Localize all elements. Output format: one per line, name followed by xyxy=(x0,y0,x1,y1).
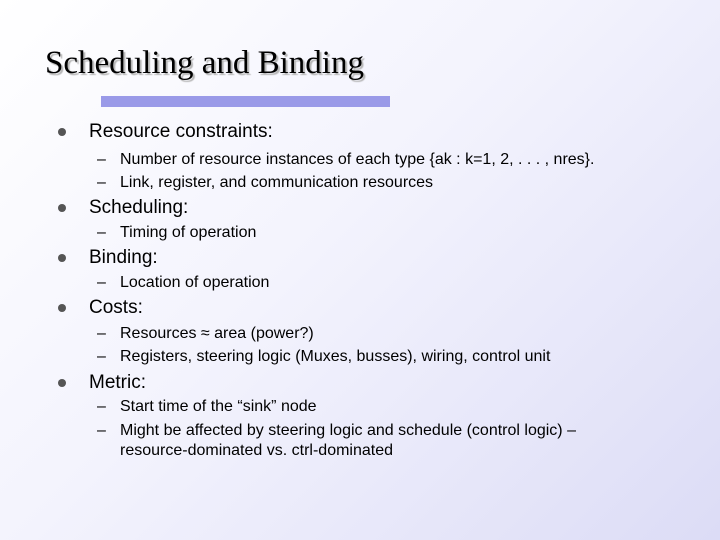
dash-marker: – xyxy=(97,325,106,342)
sub-bullet xyxy=(97,223,256,243)
sub-bullet-text: Start time of the “sink” node xyxy=(120,398,317,415)
bullet-dot-icon xyxy=(58,304,66,312)
dash-marker: – xyxy=(97,422,106,439)
bullet-costs: Costs: xyxy=(89,297,143,318)
sub-bullet xyxy=(97,397,317,417)
sub-bullet xyxy=(97,173,433,193)
sub-bullet xyxy=(97,421,576,441)
bullet-resource-constraints: Resource constraints: xyxy=(89,121,273,142)
sub-bullet xyxy=(97,324,314,344)
sub-bullet xyxy=(97,273,269,293)
bullet-dot-icon xyxy=(58,379,66,387)
sub-bullet-text: Location of operation xyxy=(120,274,270,291)
bullet-dot-icon xyxy=(58,204,66,212)
sub-bullet xyxy=(97,347,550,367)
dash-marker: – xyxy=(97,398,106,415)
bullet-metric: Metric: xyxy=(89,372,146,393)
bullet-dot-icon xyxy=(58,254,66,262)
sub-bullet-text: Resources ≈ area (power?) xyxy=(120,325,314,342)
dash-marker: – xyxy=(97,174,106,191)
sub-bullet-text: Timing of operation xyxy=(120,224,257,241)
bullet-scheduling: Scheduling: xyxy=(89,197,189,218)
dash-marker: – xyxy=(97,151,106,168)
sub-bullet-text: Number of resource instances of each type {ak : k=1, 2, . . . , nres}. xyxy=(120,151,595,168)
sub-bullet-text: Registers, steering logic (Muxes, busses), wiring, control unit xyxy=(120,348,551,365)
bullet-dot-icon xyxy=(58,128,66,136)
dash-marker: – xyxy=(97,274,106,291)
sub-bullet-text: Link, register, and communication resources xyxy=(120,174,434,191)
bullet-binding: Binding: xyxy=(89,247,158,268)
sub-bullet-text: Might be affected by steering logic and schedule (control logic) – xyxy=(120,422,576,439)
slide-title: Scheduling and Binding xyxy=(45,45,364,81)
dash-marker: – xyxy=(97,224,106,241)
dash-marker: – xyxy=(97,348,106,365)
sub-bullet-continuation: resource-dominated vs. ctrl-dominated xyxy=(120,442,394,459)
sub-bullet xyxy=(97,150,594,170)
